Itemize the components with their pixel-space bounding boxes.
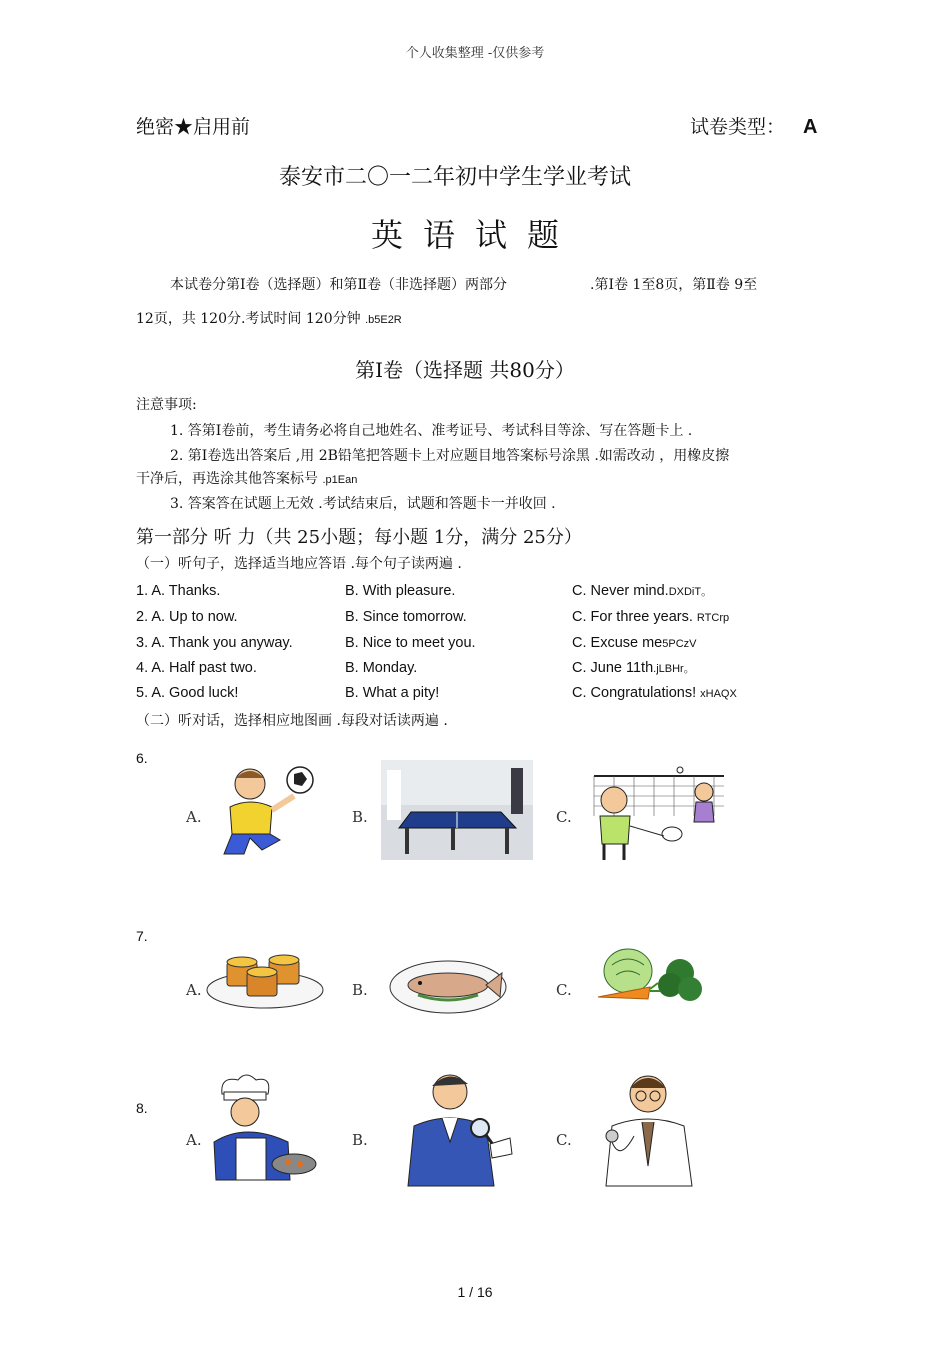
q2-option-c-text: C. For three years. xyxy=(572,609,693,625)
boy-playing-football-image xyxy=(210,762,320,862)
intro-line-2 xyxy=(136,308,402,328)
subsection-1: （一）听句子，选择适当地应答语 .每个句子读两遍 . xyxy=(136,556,462,572)
q1-option-a: 1. A. Thanks. xyxy=(136,583,221,599)
q8-label-b: B. xyxy=(352,1131,368,1149)
confidential-mark: 绝密★启用前 xyxy=(136,116,251,138)
note-2b-tag: .p1Ean xyxy=(322,474,358,486)
intro-line-2-text: 12页，共 120分.考试时间 120分钟 xyxy=(136,311,361,327)
paper-type xyxy=(690,112,817,139)
detective-image xyxy=(398,1066,516,1188)
intro-line-1: 本试卷分第Ⅰ卷（选择题）和第Ⅱ卷（非选择题）两部分 xyxy=(170,277,508,293)
q7-label-c: C. xyxy=(556,981,572,999)
section-1-title: 第Ⅰ卷（选择题 共80分） xyxy=(355,358,575,382)
q6-label-c: C. xyxy=(556,808,572,826)
q2-option-a: 2. A. Up to now. xyxy=(136,609,238,625)
q1-tag: DXDiT。 xyxy=(668,586,713,598)
note-2-continued xyxy=(136,468,357,488)
q3-option-c xyxy=(572,635,697,651)
q1-option-c-text: C. Never mind. xyxy=(572,583,669,599)
q1-option-b: B. With pleasure. xyxy=(345,583,456,599)
note-2: 2. 第Ⅰ卷选出答案后 ,用 2B铅笔把答题卡上对应题目地答案标号涂黑 .如需改动 ，用橡皮擦 xyxy=(170,448,730,464)
q6-number: 6. xyxy=(136,750,148,766)
q4-option-c-text: C. June 11th xyxy=(572,660,654,676)
note-3: 3. 答案答在试题上无效 .考试结束后，试题和答题卡一并收回 . xyxy=(170,496,556,512)
page-header: 个人收集整理 -仅供参考 xyxy=(405,46,545,61)
q3-option-c-text: C. Excuse me xyxy=(572,635,663,651)
q3-tag: 5PCzV xyxy=(662,638,697,650)
paper-type-value: A xyxy=(803,116,818,138)
subsection-2: （二）听对话，选择相应地图画 .每段对话读两遍 . xyxy=(136,713,448,729)
table-tennis-image xyxy=(381,760,533,860)
intro-tag: .b5E2R xyxy=(365,314,402,326)
note-1: 1. 答第Ⅰ卷前，考生请务必将自己地姓名、准考证号、考试科目等涂、写在答题卡上 . xyxy=(170,423,693,439)
chef-image xyxy=(206,1072,336,1182)
q5-option-c-text: C. Congratulations! xyxy=(572,685,697,701)
note-2b-text: 干净后，再选涂其他答案标号 xyxy=(136,471,318,487)
q1-option-c xyxy=(572,583,712,599)
page-number: 1 / 16 xyxy=(457,1284,493,1300)
q6-label-a: A. xyxy=(186,808,202,826)
badminton-image xyxy=(584,756,729,864)
fish-dish-image xyxy=(388,955,510,1017)
q8-label-a: A. xyxy=(186,1131,202,1149)
q3-option-a: 3. A. Thank you anyway. xyxy=(136,635,293,651)
q7-label-b: B. xyxy=(352,981,368,999)
subject-title: 英语试题 xyxy=(370,216,579,254)
q8-number: 8. xyxy=(136,1100,148,1116)
q8-label-c: C. xyxy=(556,1131,572,1149)
doctor-image xyxy=(598,1066,702,1188)
q7-number: 7. xyxy=(136,928,148,944)
q3-option-b: B. Nice to meet you. xyxy=(345,635,476,651)
notes-title: 注意事项: xyxy=(136,397,197,413)
q5-option-c xyxy=(572,685,737,701)
vegetables-image xyxy=(588,945,706,1013)
q5-option-b: B. What a pity! xyxy=(345,685,440,701)
q2-option-c xyxy=(572,609,729,625)
q4-option-a: 4. A. Half past two. xyxy=(136,660,257,676)
q4-tag: .jLBHr。 xyxy=(653,663,695,675)
q7-label-a: A. xyxy=(186,981,202,999)
q5-option-a: 5. A. Good luck! xyxy=(136,685,239,701)
paper-type-label: 试卷类型： xyxy=(690,116,786,138)
q4-option-c xyxy=(572,660,695,676)
q2-tag: RTCrp xyxy=(696,612,730,624)
part-1-title: 第一部分 听 力（共 25小题；每小题 1分，满分 25分） xyxy=(136,527,582,548)
q6-label-b: B. xyxy=(352,808,368,826)
egg-tarts-image xyxy=(205,950,325,1010)
exam-title: 泰安市二〇一二年初中学生学业考试 xyxy=(278,165,631,190)
q5-tag: xHAQX xyxy=(700,688,737,700)
q2-option-b: B. Since tomorrow. xyxy=(345,609,467,625)
q4-option-b: B. Monday. xyxy=(345,660,418,676)
intro-line-1-right: .第Ⅰ卷 1至8页，第Ⅱ卷 9至 xyxy=(590,277,758,293)
